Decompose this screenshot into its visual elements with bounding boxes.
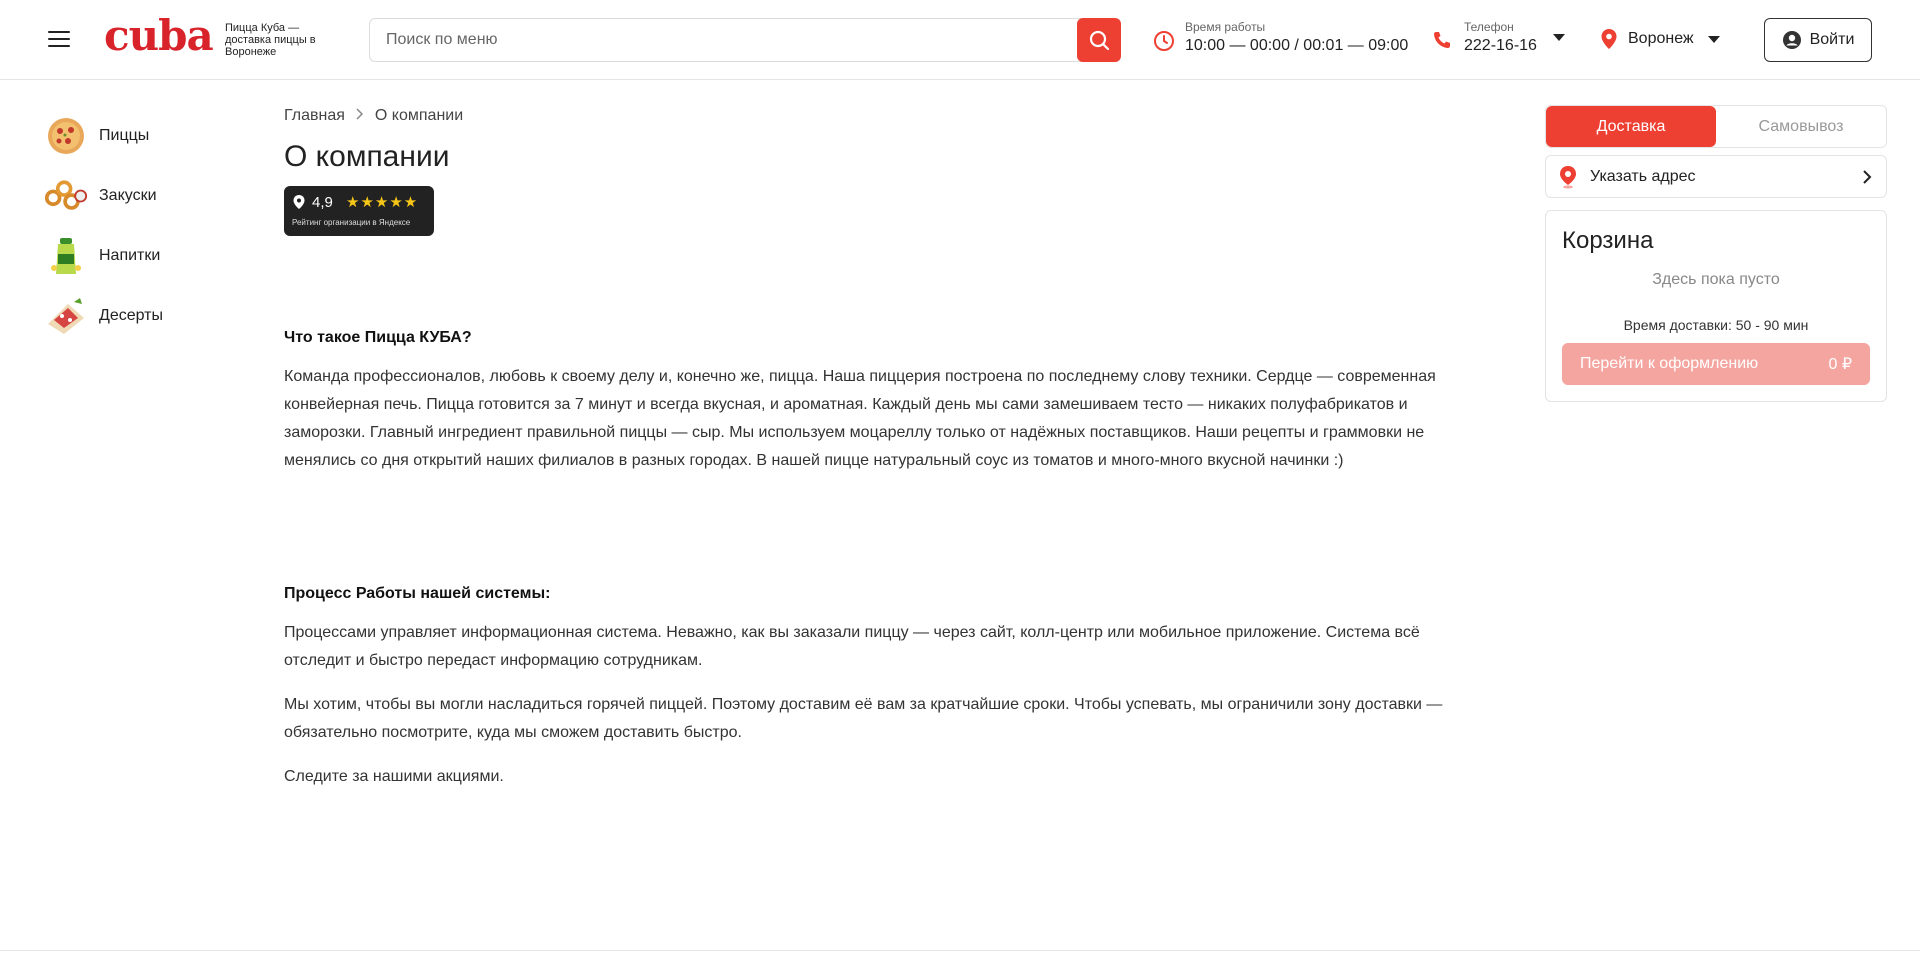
cart-empty-text: Здесь пока пусто [1652, 271, 1780, 288]
city-selector[interactable] [1600, 28, 1720, 50]
address-label: Указать адрес [1590, 167, 1696, 185]
desserts-icon [44, 294, 88, 338]
working-hours [1153, 20, 1408, 57]
phone-icon [1432, 30, 1456, 56]
hours-value: 10:00 — 00:00 / 00:01 — 09:00 [1185, 37, 1409, 54]
paragraph: Мы хотим, чтобы вы могли насладиться горячей пиццей. Поэтому доставим её вам за кратчайшие сроки. Чтобы успевать, мы ограничили зону доставки — обязательно посмотрите, куда мы сможем доставить быстро. [284, 696, 1443, 741]
sidebar-item-label: Напитки [99, 247, 161, 264]
section-title: Что такое Пицца КУБА? [284, 329, 472, 346]
breadcrumb-current: О компании [374, 107, 464, 124]
delivery-mode-tabs [1545, 105, 1887, 148]
caret-down-icon[interactable] [1553, 34, 1565, 41]
user-icon [1782, 30, 1802, 50]
sidebar-item-desserts[interactable] [44, 286, 244, 346]
checkout-label: Перейти к оформлению [1580, 355, 1759, 372]
logo-tagline: Пицца Куба — доставка пиццы в Воронеже [225, 22, 316, 58]
login-label: Войти [1809, 31, 1855, 48]
snacks-icon [44, 174, 88, 218]
cart-panel [1545, 210, 1887, 402]
rating-caption: Рейтинг организации в Яндексе [292, 218, 411, 227]
tab-pickup[interactable]: Самовывоз [1758, 117, 1844, 135]
sidebar-item-label: Десерты [99, 307, 164, 324]
footer-divider [0, 950, 1920, 951]
rating-stars: ★★★★★ [346, 194, 419, 211]
phone-label: Телефон [1464, 20, 1514, 34]
breadcrumb-home[interactable]: Главная [284, 107, 345, 124]
clock-icon [1153, 30, 1177, 57]
category-sidebar [44, 106, 244, 346]
search-button[interactable] [1077, 18, 1121, 62]
phone-block[interactable] [1432, 20, 1565, 56]
drinks-icon [44, 234, 88, 278]
paragraph: Команда профессионалов, любовь к своему делу и, конечно же, пицца. Наша пиццерия построена по последнему слову техники. Сердце — современная конвейерная печь. Пицца готовится за 7 минут и всегда вкусная, и ароматная. Каждый день мы сами замешиваем тесто — никаких полуфабрикатов и заморозки. Главный ингредиент правильной пиццы — сыр. Мы используем моцареллу только от надёжных поставщиков. Наши рецепты и граммовки не менялись со дня открытий наших филиалов в разных городах. В нашей пицце натуральный соус из томатов и много-много вкусной начинки :) [284, 368, 1436, 469]
checkout-button[interactable] [1562, 343, 1870, 385]
hamburger-icon[interactable] [48, 31, 70, 49]
location-pin-icon [1558, 165, 1578, 189]
login-button[interactable] [1764, 18, 1872, 62]
chevron-right-icon [355, 107, 365, 125]
chevron-right-icon [1862, 170, 1872, 189]
yandex-rating-badge[interactable] [284, 186, 434, 236]
section-title: Процесс Работы нашей системы: [284, 585, 551, 602]
logo-text: cuba [104, 11, 213, 60]
sidebar-item-label: Пиццы [99, 127, 150, 144]
paragraph: Следите за нашими акциями. [284, 768, 504, 785]
pizza-icon [44, 114, 88, 158]
search-input[interactable] [370, 19, 1060, 61]
sidebar-item-drinks[interactable] [44, 226, 244, 286]
paragraph: Процессами управляет информационная система. Неважно, как вы заказали пиццу — через сайт, колл-центр или мобильное приложение. Система всё отследит и быстро передаст информацию сотрудникам. [284, 624, 1420, 669]
sidebar-item-label: Закуски [99, 187, 157, 204]
caret-down-icon [1708, 36, 1720, 43]
page-title: О компании [284, 140, 450, 173]
logo[interactable] [104, 11, 213, 60]
search-icon [1088, 29, 1110, 51]
location-pin-icon [1600, 28, 1618, 50]
tab-delivery[interactable]: Доставка [1546, 106, 1716, 147]
delivery-time: Время доставки: 50 - 90 мин [1623, 317, 1809, 333]
site-header [0, 0, 1920, 80]
sidebar-item-pizza[interactable] [44, 106, 244, 166]
hours-label: Время работы [1185, 20, 1266, 34]
checkout-total: 0 ₽ [1828, 356, 1852, 373]
cart-title: Корзина [1562, 227, 1654, 254]
breadcrumb [284, 106, 1484, 126]
sidebar-item-snacks[interactable] [44, 166, 244, 226]
phone-number[interactable]: 222-16-16 [1464, 37, 1537, 54]
city-name: Воронеж [1628, 30, 1694, 47]
rating-score: 4,9 [312, 194, 333, 211]
location-pin-icon [292, 194, 306, 215]
main-content [284, 106, 1484, 791]
address-button[interactable] [1545, 155, 1887, 198]
search-bar [369, 18, 1121, 62]
